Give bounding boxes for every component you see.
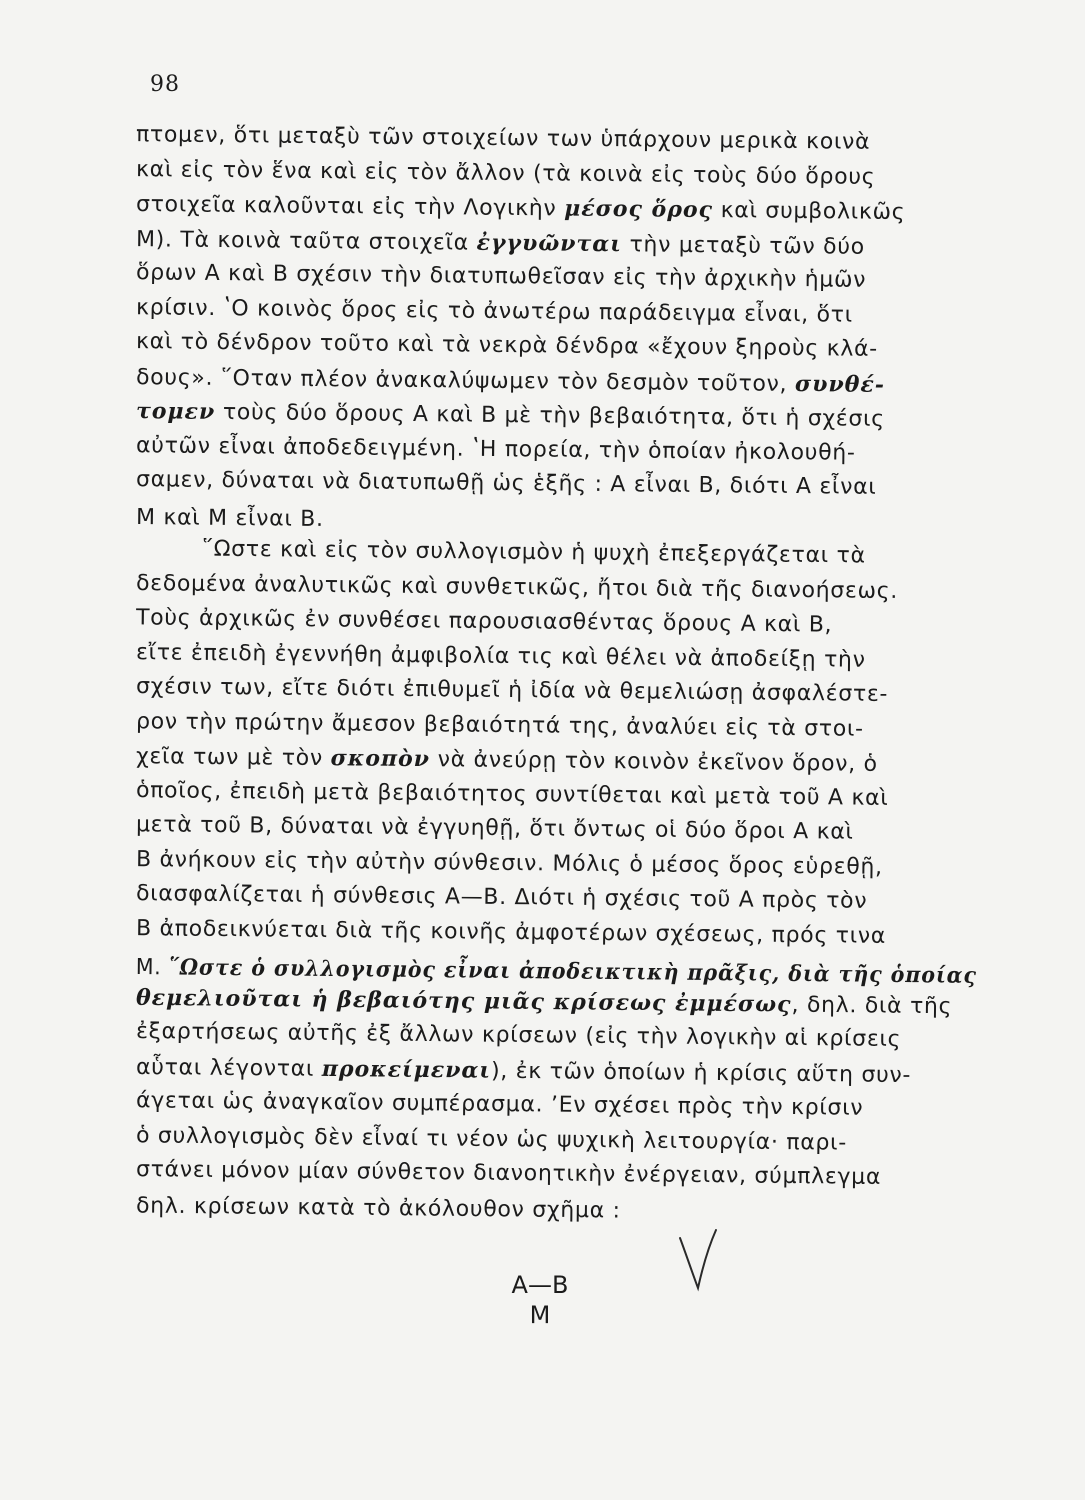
line-text: Μ καὶ Μ εἶναι Β. [135,504,324,532]
line-text: πτομεν, ὅτι μεταξὺ [135,122,369,150]
page-number: 98 [150,72,180,97]
text-line [136,1017,902,1055]
line-text: εἴτε ἐπειδὴ ἐγεννήθη ἀμφιβολία τις καὶ θέλει νὰ ἀποδείξῃ τὴν [135,639,866,673]
line-text: τοὺς δύο ὅρους Α καὶ Β μὲ τὴν βεβαιότητα, ὅτι ἡ σχέσις [215,399,885,432]
emphasis-text: τομεν [135,398,216,425]
emphasis-text: ῞Ωστε ὁ συλλογισμὸς εἶναι ἀποδεικτικὴ πρᾶξις, διὰ τῆς ὁποίας [168,954,978,989]
text-line [136,503,324,535]
text-line [136,603,833,640]
text-line [136,707,864,745]
line-text: Μ. [135,954,169,981]
line-text: καὶ εἰς τὸν ἕνα καὶ εἰς τὸν ἄλλον (τὰ κοινὰ εἰς τοὺς δύο ὅρους [135,156,876,190]
text-line [136,845,883,883]
text-line [136,189,906,228]
line-text: Β ἀνήκουν εἰς τὴν αὐτὴν σύνθεσιν. Μόλις ὁ μέσος ὅρος εὑρεθῇ, [135,846,883,880]
handwritten-check-mark-icon [676,1224,720,1294]
line-text: Μ). Τὰ κοινὰ ταῦτα στοιχεῖα [135,226,477,256]
text-line [136,431,856,469]
emphasis-text: συνθέ- [794,370,886,398]
line-text: τὴν μεταξὺ τῶν δύο [621,231,865,260]
schema-bottom: Μ [529,1301,551,1329]
line-text: Β ἀποδεικνύεται διὰ τῆς κοινῆς ἀμφοτέρων σχέσεως, πρός τινα [135,915,887,949]
text-line [136,810,854,848]
line-text: νὰ ἀνεύρῃ τὸν κοινὸν ἐκεῖνον ὅρον, ὁ [429,747,878,777]
line-text: διασφαλίζεται ἡ σύνθεσις Α—Β. Διότι ἡ σχέσις τοῦ Α πρὸς τὸν [135,881,868,914]
line-text: ὁ συλλογισμὸς δὲν εἶναί τι νέον ὡς ψυχικὴ λειτουργία· παρι- [135,1122,848,1156]
line-text: στάνει μόνον μίαν σύνθετον διανοητικὴν ἐνέργειαν, σύμπλεγμα [135,1157,882,1190]
line-text: στοιχεῖα καλοῦνται εἰς τὴν Λογικὴν [135,191,565,222]
line-text: αὗται λέγονται [135,1054,322,1082]
line-text: ὁποῖος, ἐπειδὴ μετὰ βεβαιότητος συντίθεται καὶ μετὰ τοῦ Α καὶ [135,777,889,811]
line-text: Τοὺς ἀρχικῶς ἐν συνθέσει παρουσιασθέντας ὅρους Α καὶ Β, [135,605,833,638]
text-line [136,914,886,952]
text-line [136,776,889,814]
text-line [136,1051,911,1090]
text-line [136,224,865,263]
emphasis-text: ἐγγυῶνται [476,229,623,257]
text-line [136,465,877,503]
emphasis-text: προκείμεναι [321,1055,492,1084]
text-line [136,638,866,676]
text-line [136,672,888,710]
text-line [136,879,868,917]
emphasis-text: μέσος ὅρος [564,195,714,224]
text-line [136,327,878,365]
text-line [136,569,898,607]
line-text: τῶν [368,124,415,151]
emphasis-text: θεμελιοῦται ἡ βεβαιότης μιᾶς κρίσεως ἐμμέσως [135,984,792,1018]
emphasis-text: σκοπὸν [330,745,431,773]
line-text: ρον τὴν πρώτην ἄμεσον βεβαιότητά της, ἀναλύει εἰς τὰ στοι- [135,708,864,742]
line-text: στοιχείων των ὑπάρχουν μερικὰ κοινὰ [414,125,871,155]
line-text: καὶ τὸ δένδρον τοῦτο καὶ τὰ νεκρὰ δένδρα «ἔχουν ξηροὺς κλά- [135,329,879,362]
line-text: σαμεν, δύναται νὰ διατυπωθῇ ὡς ἑξῆς : Α εἶναι Β, διότι Α εἶναι [135,467,877,500]
line-text: ὅρων Α καὶ Β σχέσιν τὴν διατυπωθεῖσαν εἰς τὴν ἀρχικὴν ἡμῶν [135,260,867,293]
line-text: δηλ. κρίσεων κατὰ τὸ ἀκόλουθον σχῆμα : [135,1192,621,1224]
text-line [136,1086,864,1124]
line-text: καὶ συμβολικῶς [712,198,906,226]
text-line [136,1191,621,1226]
line-text: ῞Ωστε καὶ εἰς τὸν συλλογισμὸν ἡ ψυχὴ ἐπεξεργάζεται τὰ [201,536,866,569]
text-line [136,258,866,296]
line-text: ), ἐκ τῶν ὁποίων ἡ κρίσις αὕτη συν- [490,1058,912,1088]
text-line [136,293,853,331]
syllogism-schema [480,1270,600,1330]
line-text: ἐξαρτήσεως αὐτῆς ἐξ ἄλλων κρίσεων (εἰς τὴν λογικὴν αἱ κρίσεις [135,1018,902,1053]
line-text: σχέσιν των, εἴτε διότι ἐπιθυμεῖ ἡ ἰδία νὰ θεμελιώσῃ ἀσφαλέστε- [135,674,889,707]
line-text: κρίσιν. ʽΟ κοινὸς ὅρος εἰς τὸ ἀνωτέρω παράδειγμα εἶναι, ὅτι [135,294,853,328]
text-line [136,120,871,158]
text-line [136,396,885,435]
line-text: χεῖα των μὲ τὸν [135,744,331,772]
line-text: δεδομένα ἀναλυτικῶς καὶ συνθετικῶς, ἤτοι διὰ τῆς διανοήσεως. [135,570,899,604]
schema-top: Α—Β [511,1271,569,1299]
text-line [136,741,878,780]
text-line [202,535,866,572]
line-text: δους». ῞Οταν πλέον ἀνακαλύψωμεν τὸν δεσμὸν τοῦτον, [135,364,796,397]
text-line [136,362,885,401]
text-line [136,1121,847,1158]
text-line [136,1155,881,1193]
line-text: άγεται ὡς ἀναγκαῖον συμπέρασμα. ʼΕν σχέσει πρὸς τὴν κρίσιν [135,1088,864,1121]
line-text: αὐτῶν εἶναι ἀποδεδειγμένη. ʽΗ πορεία, τὴν ὁποίαν ἠκολουθή- [135,432,856,466]
line-text: , δηλ. διὰ τῆς [791,992,953,1019]
text-line [136,155,876,193]
line-text: μετὰ τοῦ Β, δύναται νὰ ἐγγυηθῇ, ὅτι ὄντως οἱ δύο ὅροι Α καὶ [135,812,854,845]
